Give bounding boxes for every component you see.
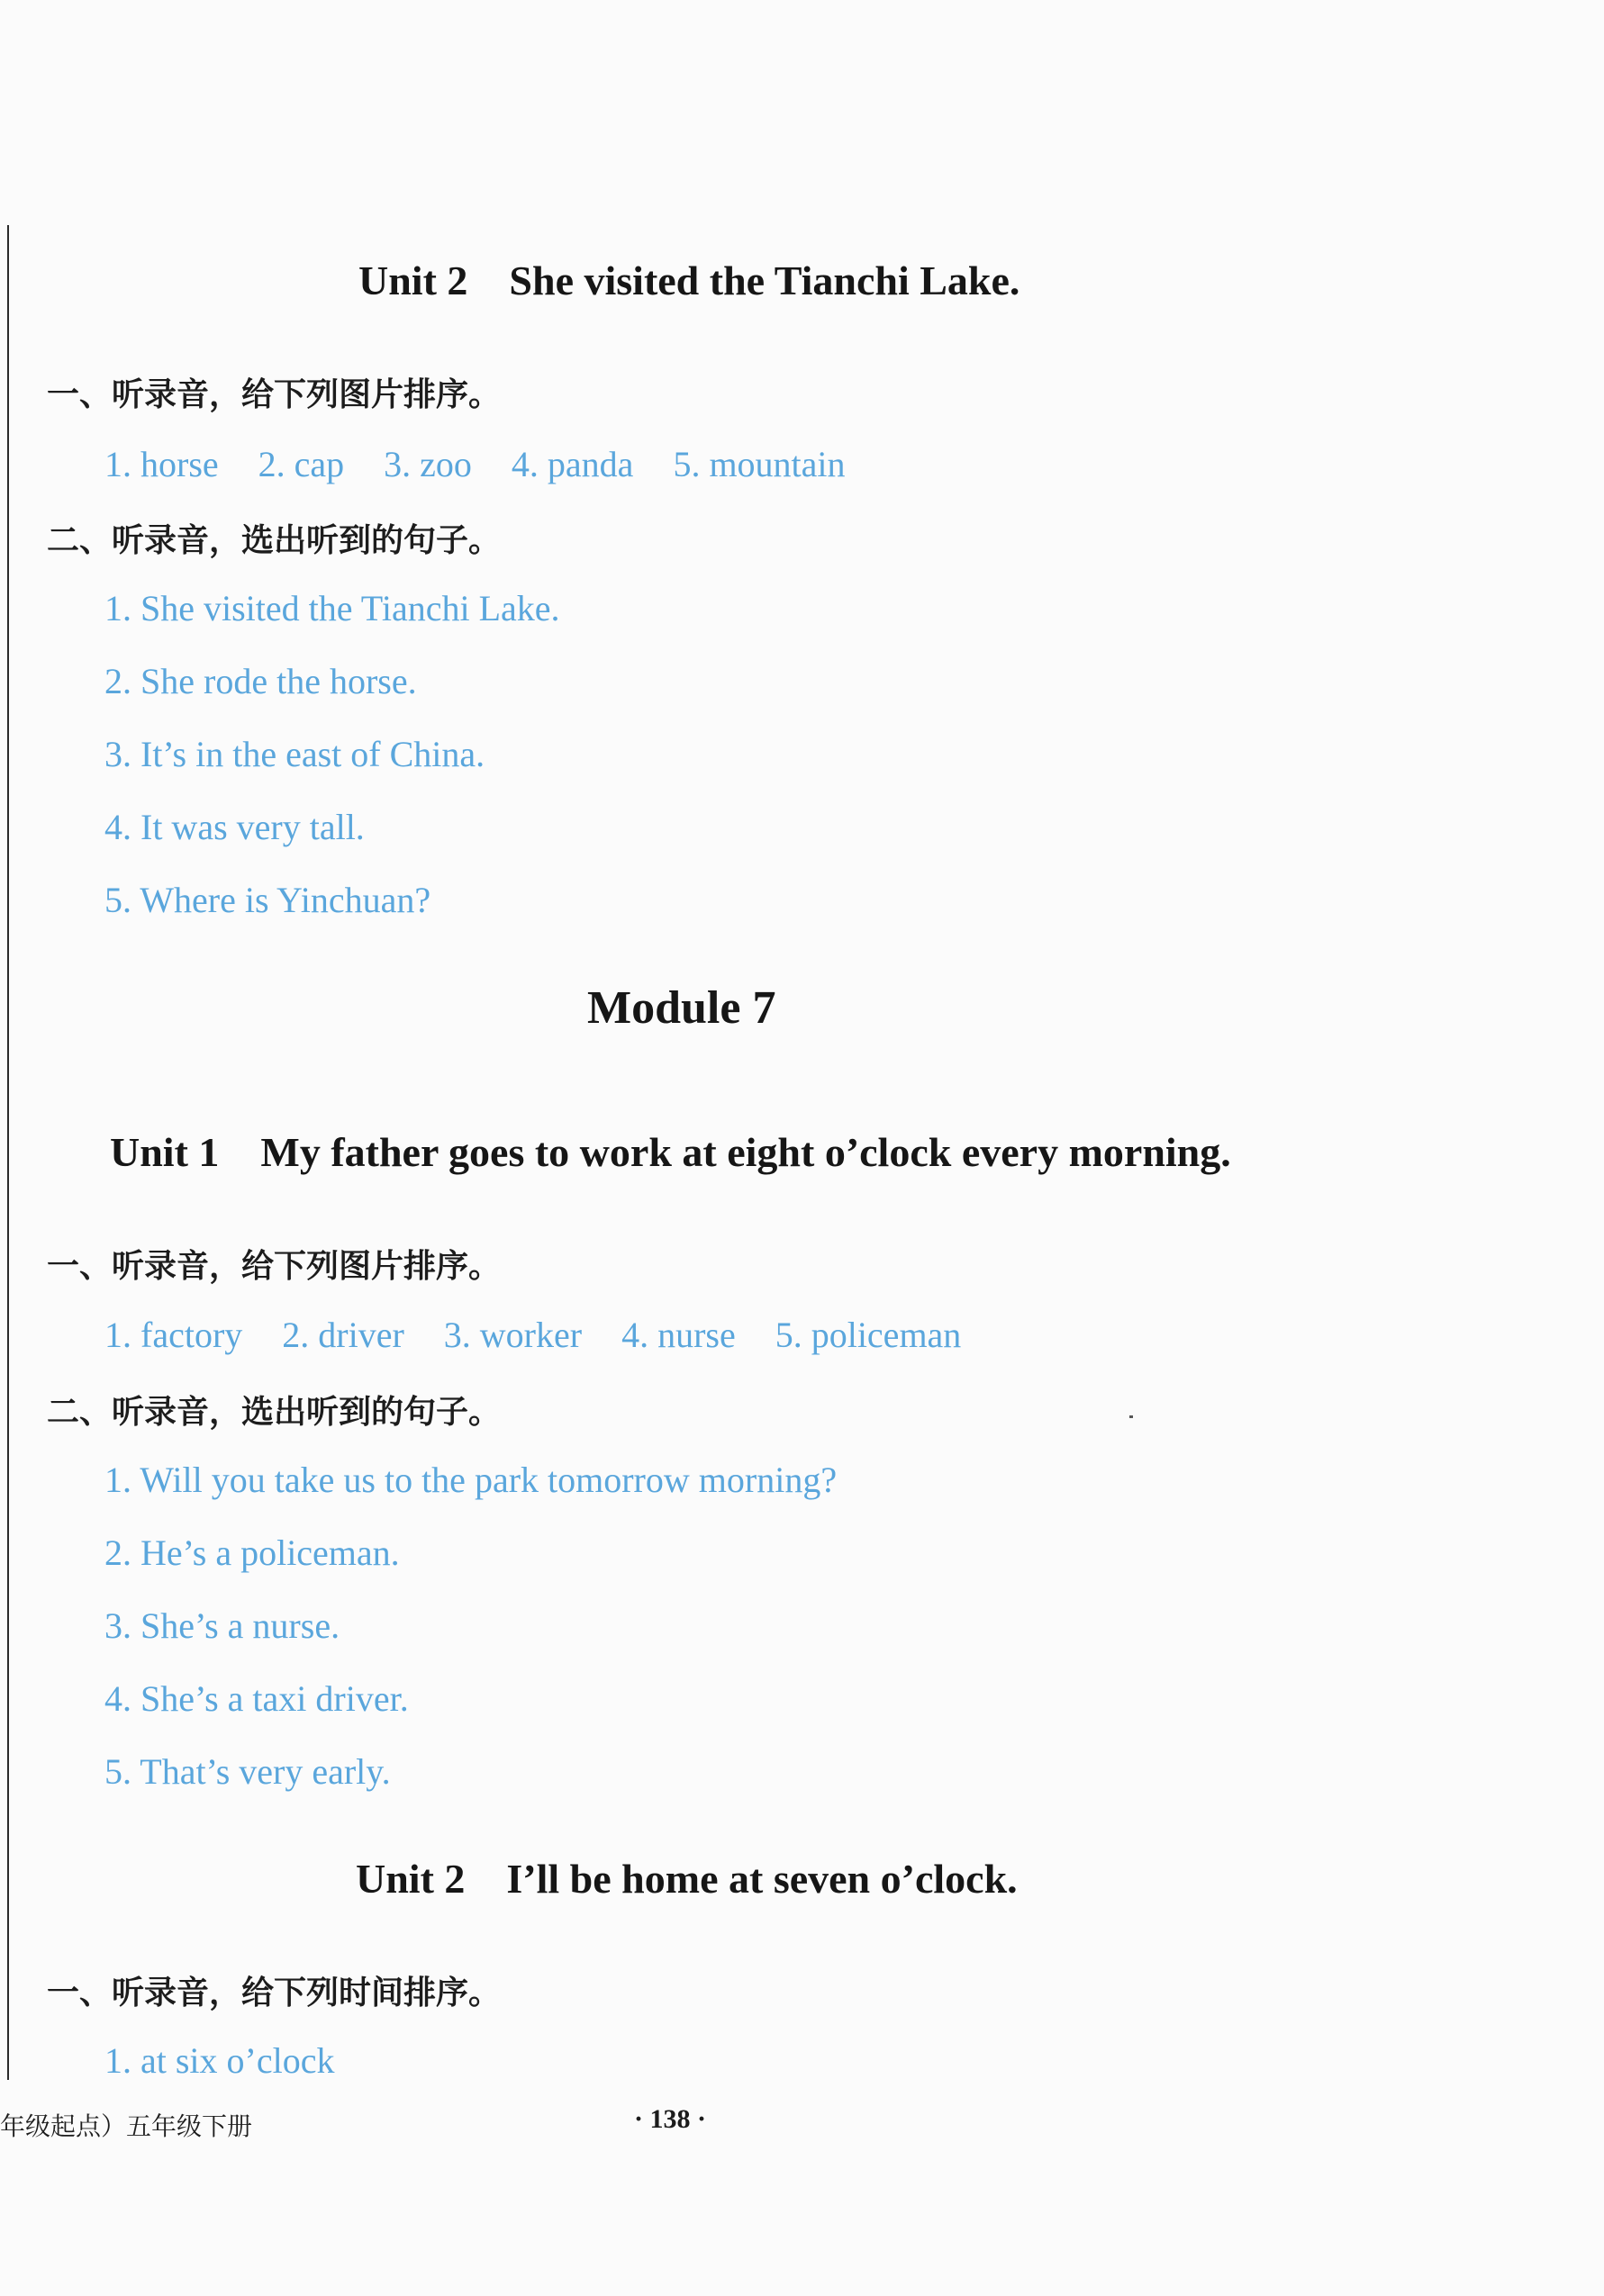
answer-row [104,1314,961,1356]
answer-sentence: 2. She rode the horse. [104,661,417,701]
book-title: 年级起点）五年级下册 [0,2111,253,2141]
answer-item: 5. policeman [775,1315,962,1355]
answer-sentence: 1. She visited the Tianchi Lake. [104,588,560,628]
answer-item: 3. zoo [384,444,472,484]
answer-sentence: 5. That’s very early. [104,1751,391,1792]
answer-row [104,443,846,485]
answer-sentence: 3. It’s in the east of China. [104,734,485,774]
section-heading-listen-choose: 二、听录音，选出听到的句子。 [47,1394,502,1431]
answer-item: 3. worker [443,1315,583,1355]
answer-sentence: 5. Where is Yinchuan? [104,880,431,920]
answer-sentence: 4. It was very tall. [104,807,365,847]
answer-sentence: 4. She’s a taxi driver. [104,1678,409,1719]
margin-rule [7,225,9,2080]
section-heading-listen-order: 一、听录音，给下列时间排序。 [47,1975,502,2011]
answer-item: 5. mountain [673,444,846,484]
answer-item: 1. horse [104,444,219,484]
answer-sentence: 3. She’s a nurse. [104,1605,340,1646]
answer-sentence: 2. He’s a policeman. [104,1532,400,1573]
section-heading-listen-choose: 二、听录音，选出听到的句子。 [47,522,502,559]
unit-title: Unit 2 I’ll be home at seven o’clock. [356,1856,1018,1902]
unit-title: Unit 2 She visited the Tianchi Lake. [358,258,1020,303]
answer-item: 1. factory [104,1315,243,1355]
section-heading-listen-order: 一、听录音，给下列图片排序。 [47,1248,502,1285]
answer-item: 2. driver [282,1315,404,1355]
answer-item: 1. at six o’clock [104,2040,335,2081]
section-heading-listen-order: 一、听录音，给下列图片排序。 [47,376,502,413]
module-title: Module 7 [587,982,776,1034]
answer-sentence: 1. Will you take us to the park tomorrow morning? [104,1460,838,1500]
answer-item: 4. panda [511,444,634,484]
unit-title: Unit 1 My father goes to work at eight o’clock every morning. [110,1129,1231,1175]
stray-mark [1129,1415,1133,1418]
answer-item: 2. cap [258,444,345,484]
page-number: · 138 · [634,2104,707,2134]
answer-item: 4. nurse [621,1315,736,1355]
